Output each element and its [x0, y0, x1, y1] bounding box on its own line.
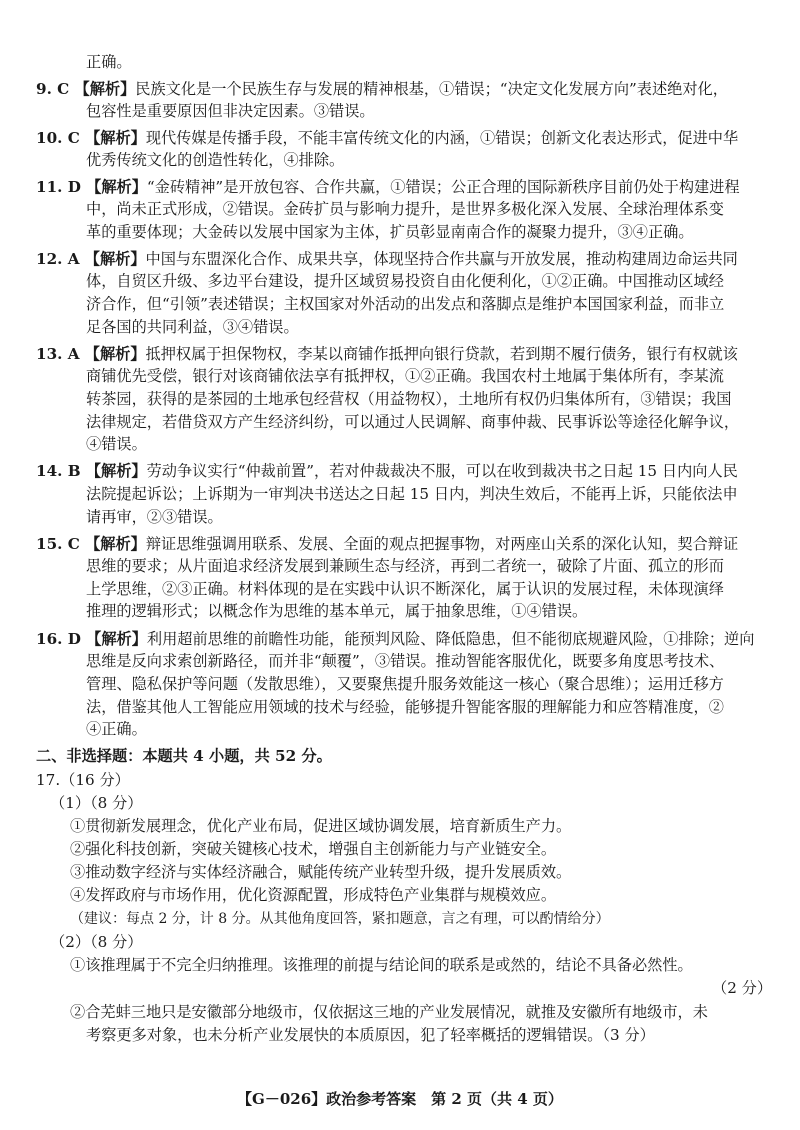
text-line	[86, 51, 800, 73]
analysis-tag: 【解析】	[74, 80, 136, 98]
question-number: 10. C	[36, 129, 86, 147]
question-number: 14. B	[36, 462, 86, 480]
text-line	[70, 954, 800, 976]
analysis-tag: 【解析】	[85, 462, 147, 480]
line-text: 考察更多对象，也未分析产业发展快的本质原因，犯了轻率概括的逻辑错误。（3 分）	[86, 1026, 655, 1044]
text-line	[36, 745, 800, 767]
line-text: 革的重要体现；大金砖以发展中国家为主体，扩员彰显南南合作的凝聚力提升，③④正确。	[86, 223, 694, 241]
line-text: 利用超前思维的前瞻性功能，能预判风险、降低隐患，但不能彻底规避风险，①排除；逆向	[146, 630, 755, 648]
text-line	[86, 506, 800, 528]
line-text: 法院提起诉讼；上诉期为一审判决书送达之日起 15 日内，判决生效后，不能再上诉，只能依法申	[86, 485, 738, 503]
text-line	[70, 861, 800, 883]
text-line	[86, 673, 800, 695]
text-line	[86, 433, 800, 455]
text-line	[70, 884, 800, 906]
text-line	[36, 343, 800, 365]
line-text: ①贯彻新发展理念，优化产业布局，促进区域协调发展，培育新质生产力。	[70, 817, 572, 835]
line-text: ②合芜蚌三地只是安徽部分地级市，仅依据这三地的产业发展情况，就推及安徽所有地级市，未	[70, 1003, 708, 1021]
text-line	[36, 248, 800, 270]
analysis-tag: 【解析】	[85, 535, 146, 553]
line-text: ④正确。	[86, 720, 147, 738]
text-line	[36, 628, 800, 650]
text-line	[36, 78, 800, 100]
text-line	[50, 931, 800, 953]
line-text: （2）（8 分）	[50, 933, 143, 951]
analysis-tag: 【解析】	[86, 178, 147, 196]
line-text: 辩证思维强调用联系、发展、全面的观点把握事物，对两座山关系的深化认知，契合辩证	[145, 535, 739, 553]
analysis-tag: 【解析】	[85, 129, 146, 147]
line-text: 民族文化是一个民族生存与发展的精神根基，①错误；“决定文化发展方向”表述绝对化，	[135, 80, 728, 98]
text-line	[86, 650, 800, 672]
text-line	[86, 316, 800, 338]
line-text: 现代传媒是传播手段，不能丰富传统文化的内涵，①错误；创新文化表达形式，促进中华	[145, 129, 739, 147]
line-text: 中，尚未正式形成，②错误。金砖扩员与影响力提升，是世界多极化深入发展、全球治理体系变	[86, 200, 724, 218]
text-line	[86, 388, 800, 410]
line-text: ④发挥政府与市场作用，优化资源配置，形成特色产业集群与规模效应。	[70, 886, 556, 904]
text-line	[36, 176, 800, 198]
line-text: ②强化科技创新，突破关键核心技术，增强自主创新能力与产业链安全。	[70, 840, 556, 858]
question-number: 12. A	[36, 250, 85, 268]
text-line	[86, 270, 800, 292]
text-line	[86, 198, 800, 220]
line-text: 二、非选择题：本题共 4 小题，共 52 分。	[36, 747, 332, 765]
text-line	[86, 293, 800, 315]
line-text: 转茶园，获得的是茶园的土地承包经营权（用益物权），土地所有权仍归集体所有，③错误；我国	[86, 390, 732, 408]
line-text: 包容性是重要原因但非决定因素。③错误。	[86, 102, 375, 120]
text-line	[86, 696, 800, 718]
text-line	[70, 815, 800, 837]
line-text: 思维的要求；从片面追求经济发展到兼顾生态与经济，再到二者统一，破除了片面、孤立的形而	[86, 557, 724, 575]
text-line	[50, 792, 800, 814]
text-line	[70, 907, 800, 930]
line-text: （2 分）	[712, 979, 773, 997]
text-line	[70, 838, 800, 860]
line-text: 劳动争议实行“仲裁前置”，若对仲裁裁决不服，可以在收到裁决书之日起 15 日内向人民	[146, 462, 738, 480]
text-line	[86, 221, 800, 243]
analysis-tag: 【解析】	[86, 630, 147, 648]
text-line	[86, 483, 800, 505]
line-text: 体，自贸区升级、多边平台建设，提升区域贸易投资自由化便利化，①②正确。中国推动区域经	[86, 272, 724, 290]
line-text: 上学思维，②③正确。材料体现的是在实践中认识不断深化，属于认识的发展过程，未体现演绎	[86, 580, 724, 598]
question-number: 9. C	[36, 80, 75, 98]
line-text: 商铺优先受偿，银行对该商铺依法享有抵押权，①②正确。我国农村土地属于集体所有，李某流	[86, 367, 724, 385]
text-line	[86, 555, 800, 577]
text-line	[70, 1001, 800, 1023]
text-line	[86, 100, 800, 122]
line-text: 足各国的共同利益，③④错误。	[86, 318, 299, 336]
line-text: 推理的逻辑形式；以概念作为思维的基本单元，属于抽象思维，①④错误。	[86, 602, 588, 620]
line-text: ③推动数字经济与实体经济融合，赋能传统产业转型升级，提升发展质效。	[70, 863, 572, 881]
line-text: “金砖精神”是开放包容、合作共赢，①错误；公正合理的国际新秩序目前仍处于构建进程	[146, 178, 740, 196]
line-text: ④错误。	[86, 435, 147, 453]
text-line	[86, 600, 800, 622]
text-line	[36, 460, 800, 482]
text-line	[86, 1024, 800, 1046]
line-text: 中国与东盟深化合作、成果共享，体现坚持合作共赢与开放发展，推动构建周边命运共同	[145, 250, 738, 268]
text-line	[36, 127, 800, 149]
question-number: 15. C	[36, 535, 86, 553]
line-text: （1）（8 分）	[50, 794, 143, 812]
text-line	[36, 533, 800, 555]
text-line	[36, 769, 800, 791]
line-text: 法，借鉴其他人工智能应用领域的技术与经验，能够提升智能客服的理解能力和应答精准度，②	[86, 698, 724, 716]
analysis-tag: 【解析】	[84, 250, 146, 268]
line-text: 思维是反向求索创新路径，而并非“颠覆”，③错误。推动智能客服优化，既要多角度思考技术、	[86, 652, 725, 670]
question-number: 11. D	[36, 178, 87, 196]
text-line	[86, 578, 800, 600]
text-line	[86, 718, 800, 740]
text-line	[86, 365, 800, 387]
line-text: 正确。	[86, 53, 132, 71]
text-line	[86, 411, 800, 433]
text-line	[712, 977, 800, 999]
analysis-tag: 【解析】	[84, 345, 146, 363]
line-text: 17.（16 分）	[36, 771, 130, 789]
line-text: ①该推理属于不完全归纳推理。该推理的前提与结论间的联系是或然的，结论不具备必然性。	[70, 956, 693, 974]
page-footer: 【G－026】政治参考答案 第 2 页（共 4 页）	[237, 1090, 563, 1108]
line-text: 法律规定，若借贷双方产生经济纠纷，可以通过人民调解、商事仲裁、民事诉讼等途径化解争议，	[86, 413, 740, 431]
line-text: 抵押权属于担保物权，李某以商铺作抵押向银行贷款，若到期不履行债务，银行有权就该	[145, 345, 738, 363]
line-text: 济合作，但“引领”表述错误；主权国家对外活动的出发点和落脚点是维护本国国家利益，而非立	[86, 295, 725, 313]
question-number: 16. D	[36, 630, 87, 648]
line-text: 管理、隐私保护等问题（发散思维），又要聚焦提升服务效能这一核心（聚合思维）；运用迁移方	[86, 675, 724, 693]
line-text: 请再审，②③错误。	[86, 508, 223, 526]
question-number: 13. A	[36, 345, 85, 363]
text-line	[86, 149, 800, 171]
line-text: （建议：每点 2 分，计 8 分。从其他角度回答，紧扣题意，言之有理，可以酌情给分）	[70, 911, 610, 927]
line-text: 优秀传统文化的创造性转化，④排除。	[86, 151, 345, 169]
